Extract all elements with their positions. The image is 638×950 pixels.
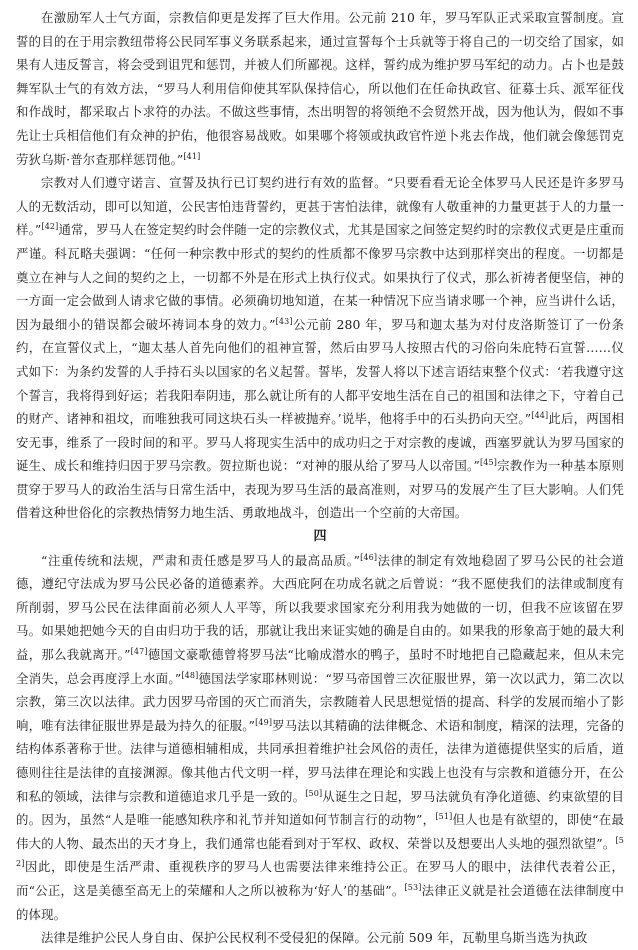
footnote-reference[interactable]: [53] bbox=[404, 882, 422, 892]
paragraph-text: 宗教作为一种基本原则贯穿于罗马人的政治生活与日常生活中，表现为罗马生活的最高准则，对罗马的发展产生了巨大影响。人们凭借着这种世俗化的宗教热情努力地生活、勇敢地战斗，创造出一个空前的大帝国。 bbox=[16, 458, 624, 521]
paragraph-text: 因此，即使是生活严肃、重视秩序的罗马人也需要法律来维持公正。在罗马人的眼中，法律代表着公正，而“公正，这是美德至高无上的荣耀和人之所以被称为‘好人’的基础”。 bbox=[16, 859, 624, 898]
footnote-reference[interactable]: [45] bbox=[480, 458, 498, 468]
footnote-reference[interactable]: [41] bbox=[183, 151, 201, 161]
footnote-reference[interactable]: [50] bbox=[305, 788, 323, 798]
footnote-reference[interactable]: [42] bbox=[41, 222, 59, 232]
paragraph-p4 bbox=[16, 926, 624, 950]
paragraph-text: 法律是维护公民人身自由、保护公民权利不受侵犯的保障。公元前 509 年，瓦勒里乌斯当选为执政 bbox=[41, 930, 588, 946]
footnote-reference[interactable]: [44] bbox=[531, 410, 549, 420]
section-three-body bbox=[16, 6, 624, 525]
paragraph-text: 法律正义就是社会道德在法律制度中的体现。 bbox=[16, 882, 625, 922]
paragraph-text: 公元前 280 年，罗马和迦太基为对付皮洛斯签订了一份条约，在宣誓仪式上，“迦太基人首先向他们的祖神宣誓，然后由罗马人按照古代的习俗向朱庇特石宣誓……仪式如下：为条约发誓的人手持石头以国家的名义起誓。誓毕，发誓人将以下述言语结束整个仪式：‘若我遵守这个誓言，我将得到好运；若我阳奉阴违，那么就让所有的人都平安地生活在自己的祖国和法律之下，守着自己的财产、诸神和祖坟，而唯独我可同这块石头一样被抛弃。’说毕，他将手中的石头扔向天空。” bbox=[16, 316, 624, 427]
paragraph-text: 从诞生之日起，罗马法就负有净化道德、约束欲望的目的。因为，虽然“人是唯一能感知秩序和礼节并知道如何节制言行的动物”， bbox=[16, 788, 624, 828]
paragraph-text: 罗马法以其精确的法律概念、术语和制度，精深的法理，完备的结构体系著称于世。法律与道德相辅相成，共同承担着维护社会风俗的责任，法律为道德提供坚实的后盾，道德则往往是法律的直接渊源。像其他古代文明一样，罗马法律在理论和实践上也没有与宗教和道德分开，在公和私的领域，法律与宗教和道德追求几乎是一致的。 bbox=[16, 717, 625, 804]
footnote-reference[interactable]: [47] bbox=[130, 646, 148, 656]
paragraph-text: “注重传统和法规，严肃和责任感是罗马人的最高品质。” bbox=[41, 552, 361, 568]
paragraph-text: 此后，两国相安无事，维系了一段时间的和平。罗马人将现实生活中的成功归之于对宗教的虔诚，西塞罗就认为罗马国家的诞生、成长和维持归因于罗马宗教。贺拉斯也说：“对神的服从给了罗马人以帝国。” bbox=[16, 411, 624, 474]
section-four-body bbox=[16, 549, 624, 950]
paragraph-text: 德国法学家耶林则说：“罗马帝国曾三次征服世界，第一次以武力，第二次以宗教，第三次以法律。武力因罗马帝国的灭亡而消失，宗教随着人民思想觉悟的提高、科学的发展而缩小了影响，唯有法律征服世界是最为持久的征服。” bbox=[16, 670, 625, 733]
paragraph-p3 bbox=[16, 549, 624, 927]
footnote-reference[interactable]: [43] bbox=[275, 316, 293, 326]
paragraph-text: 宗教对人们遵守诺言、宣誓及执行已订契约进行有效的监督。“只要看看无论全体罗马人民还是许多罗马人的无数活动，即可以知道，公民害怕违背誓约，更甚于害怕法律，就像有人敬重神的力量更甚于人的力量一样。” bbox=[16, 175, 624, 238]
footnote-reference[interactable]: [51] bbox=[435, 812, 453, 822]
paragraph-p1 bbox=[16, 6, 624, 171]
footnote-reference[interactable]: [48] bbox=[181, 670, 199, 680]
footnote-reference[interactable]: [52] bbox=[16, 835, 624, 869]
section-heading: 四 bbox=[313, 529, 327, 545]
paragraph-p2 bbox=[16, 171, 624, 525]
paragraph-text: 但人也是有欲望的，即使“在最伟大的人物、最杰出的天才身上，我们通常也能看到对于军权、政权、荣誉以及想要出人头地的强烈欲望”。 bbox=[16, 812, 624, 851]
paragraph-text: 德国文豪歌德曾将罗马法“比喻成潜水的鸭子，虽时不时地把自己隐藏起来，但从未完全消失，总会再度浮上水面。” bbox=[16, 647, 624, 686]
footnote-reference[interactable]: [49] bbox=[255, 717, 273, 727]
footnote-reference[interactable]: [46] bbox=[360, 552, 378, 562]
paragraph-text: 通常，罗马人在签定契约时会伴随一定的宗教仪式，尤其是国家之间签定契约时的宗教仪式更是庄重而严谨。科瓦略夫强调：“任何一种宗教中形式的契约的性质都不像罗马宗教中达到那样突出的程度。一切都是奠立在神与人之间的契约之上，一切都不外是在形式上执行仪式。如果执行了仪式，那么祈祷者便坚信，神的一方面一定会做到人请求它做的事情。必须确切地知道，在某一种情况下应当请求哪一个神，应当讲什么话，因为最细小的错误都会破坏祷词本身的效力。” bbox=[16, 222, 624, 332]
paragraph-text: 法律的制定有效地稳固了罗马公民的社会道德，遵纪守法成为罗马公民必备的道德素养。大西庇阿在功成名就之后曾说：“我不愿使我们的法律或制度有所削弱，罗马公民在法律面前必须人人平等，所以我要求国家充分利用我为她做的一切，但我不应该留在罗马。如果她把她今天的自由归功于我的话，那就让我出来证实她的确是自由的。如果我的形象高于她的最大利益，那么我就离开。” bbox=[16, 552, 624, 663]
paragraph-text: 在激励军人士气方面，宗教信仰更是发挥了巨大作用。公元前 210 年，罗马军队正式采取宣誓制度。宣誓的目的在于用宗教纽带将公民同军事义务联系起来，通过宣誓每个士兵就等于将自己的一切交给了国家，如果有人违反誓言，将会受到诅咒和惩罚，并被人们所鄙视。这样，誓约成为维护罗马军纪的动力。占卜也是鼓舞军队士气的有效方法，“罗马人利用信仰使其军队保持信心，所以他们在任命执政官、征募士兵、派军征伐和作战时，都采取占卜求符的办法。不做这些事情，杰出明智的将领绝不会贸然开战，因为他认为，假如不事先让士兵相信他们有众神的护佑，他很容易战败。如果哪个将领或执政官忤逆卜兆去作战，他们就会像惩罚克劳狄乌斯·普尔查那样惩罚他。” bbox=[16, 10, 624, 167]
